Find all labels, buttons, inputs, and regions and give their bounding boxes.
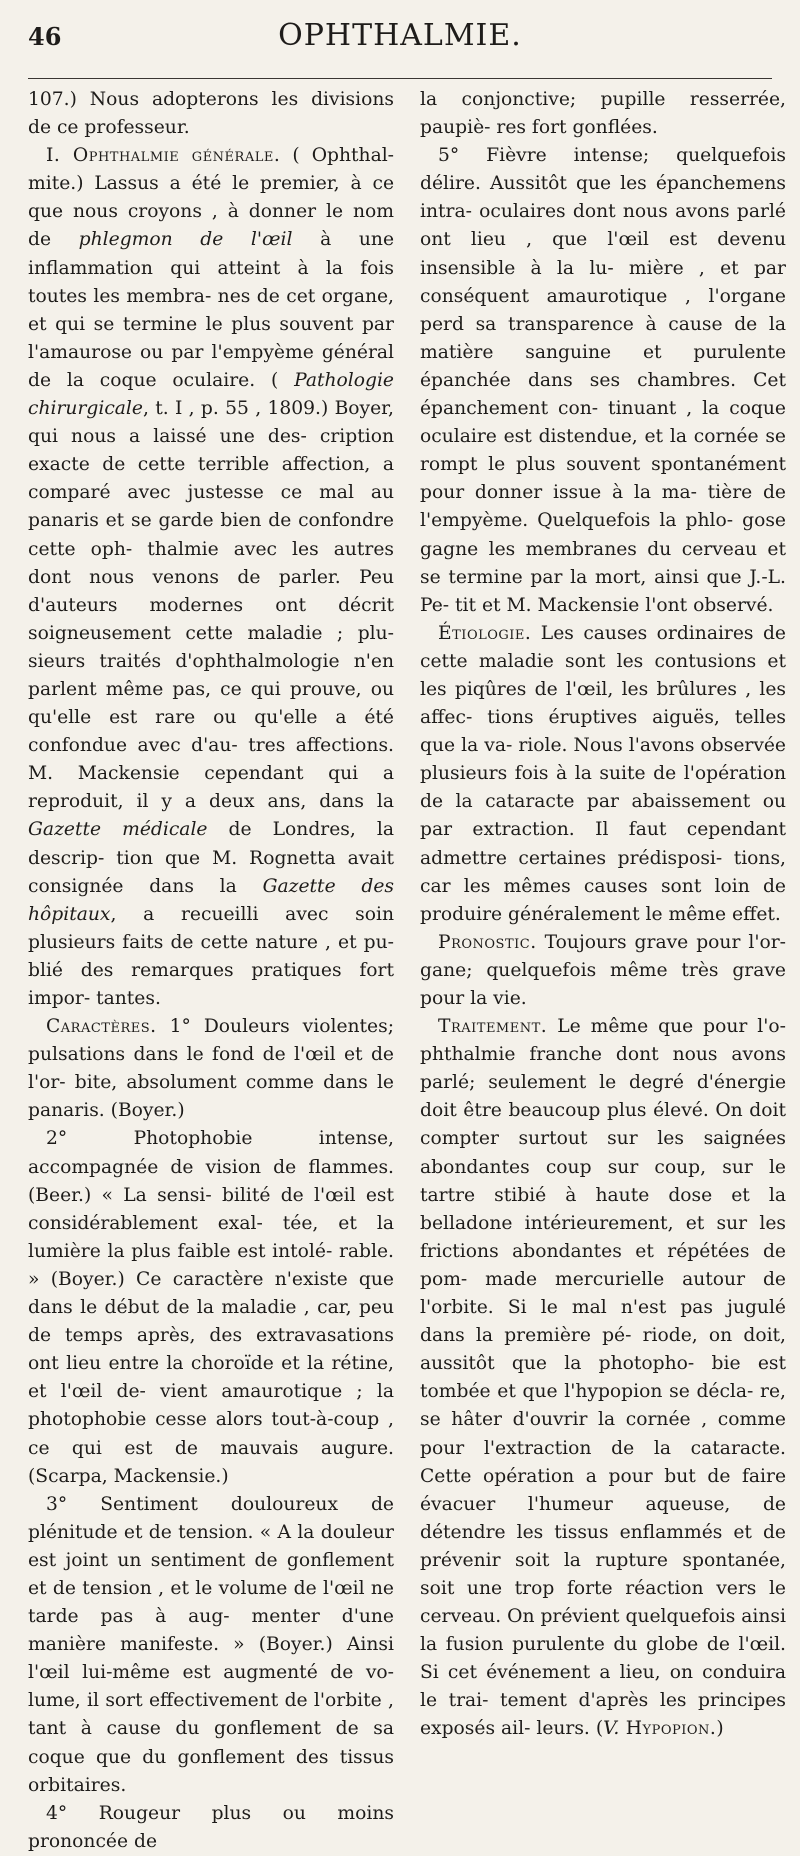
left-column [28,86,394,1856]
paragraph: 3° Sentiment douloureux de plénitude et de tension. « A la douleur est joint un sentiment de gonflement et de tension , et le volume de l'œil ne tarde pas à aug- menter d'une manière manifeste. » (Boyer.) Ainsi l'œil lui-même est augmenté de vo- lume, il sort effectivement de l'orbite , tant à cause du gonflement de sa coque que du gonflement des tissus orbitaires. [28,1493,394,1796]
section-heading: I. Ophthalmie générale. [46,145,281,167]
italic-citation: Gazette des hôpitaux [28,875,395,925]
paragraph: 4° Rougeur plus ou moins prononcée de [28,1802,394,1852]
section-prognosis: Pronostic. Toujours grave pour l'or- gane; quelquefois même très grave pour la vie. [420,931,786,1009]
italic-term: phlegmon de l'œil [78,229,293,251]
paragraph: 2° Photophobie intense, accompagnée de vision de flammes. (Beer.) « La sensi- bilité de l'œil est considérablement exal- tée, et la lumière la plus faible est intolé- rable. » (Boyer.) Ce caractère n'existe que dans le début de la maladie , car, peu de temps après, des extravasations ont lieu entre la choroïde et la rétine, et l'œil de- vient amaurotique ; la photophobie cesse alors tout-à-coup , ce qui est de mauvais augure. (Scarpa, Mackensie.) [28,1128,394,1487]
paragraph: la conjonctive; pupille resserrée, paupiè- res fort gonflées. [420,89,786,139]
page-number: 46 [28,22,62,51]
italic-citation: Pathologie chirurgicale [28,369,394,420]
section-general-ophthalmia: I. Ophthalmie générale. ( Ophthal- mite.) Lassus a été le premier, à ce que nous croyons , à donner le nom de phlegmon de l'œil à une inflammation qui atteint à la fois toutes les membra- nes de cet organe, et qui se termine le plus souvent par l'amaurose ou par l'empyème général de la coque oculaire. ( Pathologie chirurgicale, t. I , p. 55 , 1809.) Boyer, qui nous a laissé une des- cription exacte de cette terrible affection, a comparé avec justesse ce mal au panaris et se garde bien de confondre cette oph- thalmie avec les autres dont nous venons de parler. Peu d'auteurs modernes ont décrit soigneusement cette maladie ; plu- sieurs traités d'ophthalmologie n'en parlent même pas, ce qui prouve, ou qu'elle est rare ou qu'elle a été confondue avec d'au- tres affections. M. Mackensie cependant qui a reproduit, il y a deux ans, dans la Gazette médicale de Londres, la descrip- tion que M. Rognetta avait consignée dans la Gazette des hôpitaux, a recueilli avec soin plusieurs faits de cette nature , et pu- blié des remarques pratiques fort impor- tantes. [28,145,395,1009]
paragraph: 107.) Nous adopterons les divisions de ce professeur. [28,89,394,139]
section-treatment: Traitement. Le même que pour l'o- phthalmie franche dont nous avons parlé; seulement le degré d'énergie doit être beaucoup plus élevé. On doit compter surtout sur les saignées abondantes coup sur coup, sur le tartre stibié à haute dose et la belladone intérieurement, et sur les frictions abondantes et répétées de pom- made mercurielle autour de l'orbite. Si le mal n'est pas jugulé dans la première pé- riode, on doit, aussitôt que la photopho- bie est tombée et que l'hypopion se décla- re, se hâter d'ouvrir la cornée , comme pour l'extraction de la cataracte. Cette opération a pour but de faire évacuer l'humeur aqueuse, de détendre les tissus enflammés et de prévenir soit la rupture spontanée, soit une trop forte réaction vers le cerveau. On prévient quelquefois ainsi la fusion purulente du globe de l'œil. Si cet événement a lieu, on conduira le trai- tement d'après les principes exposés ail- leurs. (V. Hypopion.) [420,1016,786,1740]
paragraph: 5° Fièvre intense; quelquefois délire. Aussitôt que les épanchemens intra- oculaires dont nous avons parlé ont lieu , que l'œil est devenu insensible à la lu- mière , et par conséquent amaurotique , l'organe perd sa transparence à cause de la matière sanguine et purulente épanchée dans ses chambres. Cet épanchement con- tinuant , la coque oculaire est distendue, et la cornée se rompt le plus souvent spontanément pour donner issue à la ma- tière de l'empyème. Quelquefois la phlo- gose gagne les membranes du cerveau et se termine par la mort, ainsi que J.-L. Pe- tit et M. Mackensie l'ont observé. [420,145,786,616]
section-heading: Caractères. [46,1016,157,1038]
italic-citation: Gazette médicale [28,819,208,841]
section-characteristics: Caractères. 1° Douleurs violentes; pulsations dans le fond de l'œil et de l'or- bite, absolument comme dans le panaris. (Boyer.) [28,1016,394,1122]
italic-reference: V. [603,1718,620,1740]
section-heading: Étiologie. [438,622,532,644]
page-header [28,12,772,79]
cross-reference: Hypopion.) [619,1718,725,1740]
running-title: OPHTHALMIE. [278,18,522,53]
section-heading: Traitement. [438,1016,548,1038]
section-heading: Pronostic. [438,931,537,953]
section-etiology: Étiologie. Les causes ordinaires de cette maladie sont les contusions et les piqûres de l'œil, les brûlures , les affec- tions éruptives aiguës, telles que la va- riole. Nous l'avons observée plusieurs fois à la suite de l'opération de la cataracte par abaissement ou par extraction. Il faut cependant admettre certaines prédisposi- tions, car les mêmes causes sont loin de produire généralement le même effet. [420,622,786,925]
right-column [420,86,786,1744]
